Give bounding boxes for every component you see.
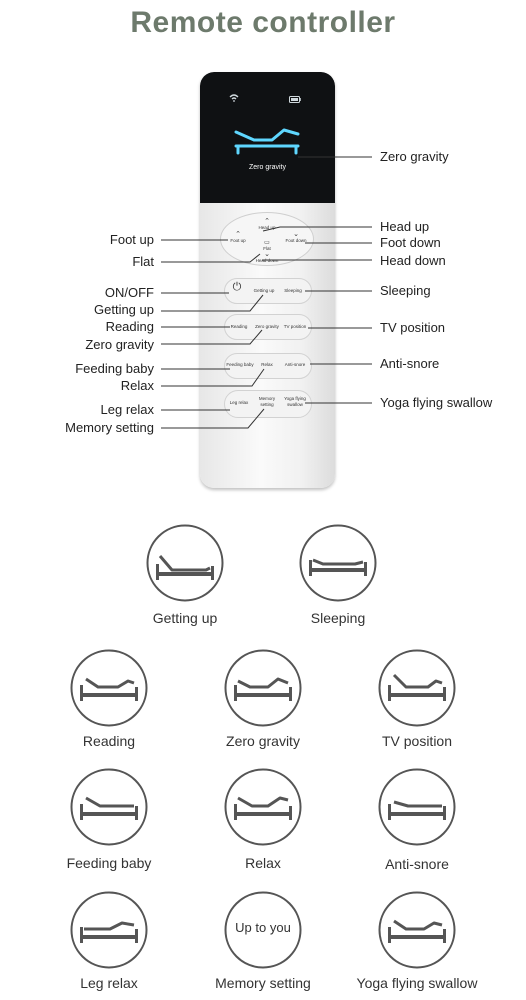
head-up-button[interactable]: ⌃ Head up xyxy=(258,218,276,230)
foot-down-button[interactable]: ⌄ Foot down xyxy=(285,231,307,243)
callout-sleeping: Sleeping xyxy=(380,283,431,298)
feeding-baby-icon xyxy=(70,768,148,846)
reading-icon xyxy=(70,649,148,727)
sleeping-icon xyxy=(299,524,377,602)
foot-up-button[interactable]: ⌃ Foot up xyxy=(230,231,246,243)
leg-relax-button[interactable]: Leg relax xyxy=(229,400,249,405)
callout-getting-up: Getting up xyxy=(94,302,154,317)
callout-zero-gravity-screen: Zero gravity xyxy=(380,149,449,164)
yoga-flying-swallow-button[interactable]: Yoga flying swallow xyxy=(284,396,306,407)
mode-label-relax: Relax xyxy=(245,855,281,871)
callout-head-down: Head down xyxy=(380,253,446,268)
mode-label-leg-relax: Leg relax xyxy=(80,975,138,991)
screen-caption: Zero gravity xyxy=(249,164,286,171)
mode-label-reading: Reading xyxy=(82,733,136,749)
zero-gravity-icon xyxy=(224,649,302,727)
relax-icon xyxy=(224,768,302,846)
tv-position-icon xyxy=(378,649,456,727)
callout-yoga-flying-swallow: Yoga flying swallow xyxy=(380,395,493,410)
callout-leg-relax: Leg relax xyxy=(100,402,154,417)
anti-snore-button[interactable]: Anti-snore xyxy=(284,362,306,367)
flat-button[interactable]: ▭ Flat xyxy=(263,240,271,251)
callout-foot-up: Foot up xyxy=(109,232,154,247)
relax-button[interactable]: Relax xyxy=(261,362,273,367)
callout-feeding-baby: Feeding baby xyxy=(75,361,154,376)
memory-setting-inner-text: Up to you xyxy=(235,920,291,935)
callout-anti-snore: Anti-snore xyxy=(380,356,440,371)
yoga-flying-swallow-icon xyxy=(378,891,456,969)
mode-label-memory-setting: Memory setting xyxy=(215,975,311,991)
callout-on-off: ON/OFF xyxy=(104,285,154,300)
power-button[interactable]: ⏻ xyxy=(232,281,242,293)
mode-label-yoga-flying-swallow: Yoga flying swallow xyxy=(356,975,478,991)
tv-position-button[interactable]: TV position xyxy=(283,324,307,329)
getting-up-button[interactable]: Getting up xyxy=(253,288,275,293)
getting-up-icon xyxy=(146,524,224,602)
callout-flat: Flat xyxy=(132,254,154,269)
mode-label-zero-gravity: Zero gravity xyxy=(226,733,300,749)
mode-label-anti-snore: Anti-snore xyxy=(385,856,449,872)
mode-label-tv-position: TV position xyxy=(381,733,453,749)
callout-head-up: Head up xyxy=(380,219,430,234)
callout-memory-setting: Memory setting xyxy=(65,420,154,435)
anti-snore-icon xyxy=(378,768,456,846)
head-down-button[interactable]: ⌄ Head down xyxy=(255,251,279,263)
mode-label-getting-up: Getting up xyxy=(152,610,218,626)
callout-foot-down: Foot down xyxy=(380,235,441,250)
page-title: Remote controller xyxy=(130,6,396,39)
mode-label-sleeping: Sleeping xyxy=(310,610,366,626)
mode-label-feeding-baby: Feeding baby xyxy=(66,855,152,871)
leg-relax-icon xyxy=(70,891,148,969)
sleeping-button[interactable]: Sleeping xyxy=(284,288,302,293)
feeding-baby-button[interactable]: Feeding baby xyxy=(226,362,254,367)
callout-relax: Relax xyxy=(120,378,154,393)
callout-zero-gravity: Zero gravity xyxy=(85,337,154,352)
callout-reading: Reading xyxy=(105,319,154,334)
callout-tv-position: TV position xyxy=(380,320,446,335)
zero-gravity-button[interactable]: Zero gravity xyxy=(255,324,279,329)
reading-button[interactable]: Reading xyxy=(230,324,248,329)
memory-setting-button[interactable]: Memory setting xyxy=(258,396,276,407)
